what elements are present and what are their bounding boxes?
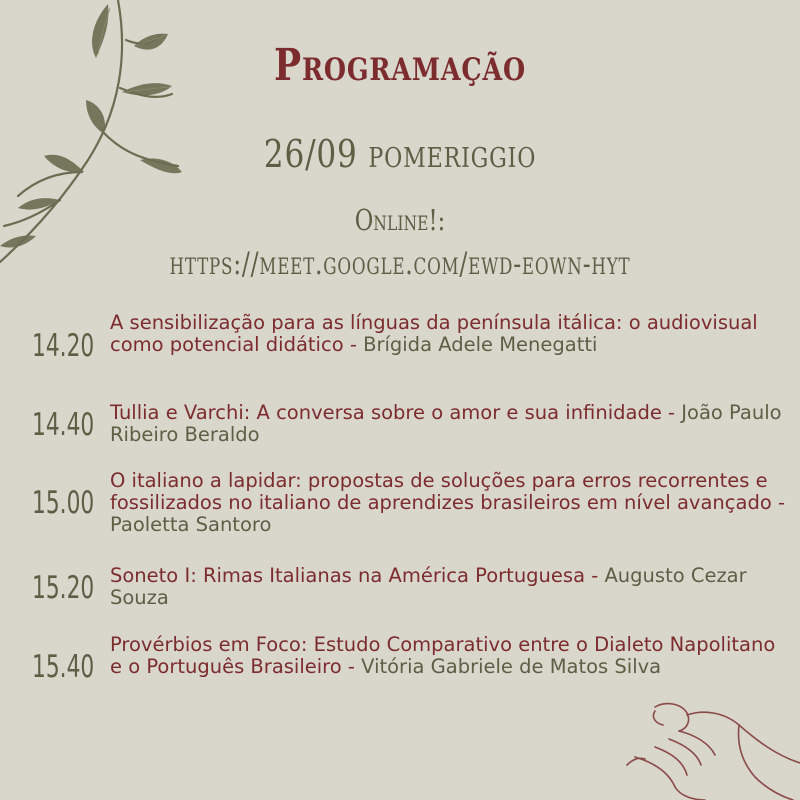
separator: -: [341, 655, 362, 678]
session-time: 15.40: [32, 649, 95, 685]
speaker-name: Paoletta Santoro: [110, 513, 272, 536]
talk-title: O italiano a lapidar: propostas de soluções para erros recorrentes e fossilizados no italiano de aprendizes brasileiros em nível avançado: [110, 469, 772, 514]
event-date: 26/09 pomeriggio: [263, 132, 537, 176]
talk-title: A sensibilização para as línguas da península itálica: o audiovisual como potencial didático: [110, 311, 758, 356]
meeting-link[interactable]: https://meet.google.com/ewd-eown-hyt: [169, 246, 631, 282]
session-time: 15.20: [32, 570, 95, 606]
meditation-hand-icon: [625, 695, 800, 800]
speaker-name: Vitória Gabriele de Matos Silva: [361, 655, 662, 678]
separator: -: [771, 491, 786, 514]
page-title: Programação: [274, 40, 526, 91]
separator: -: [343, 333, 364, 356]
separator: -: [661, 401, 682, 424]
session-description: [110, 634, 790, 678]
speaker-name: Brígida Adele Menegatti: [363, 333, 598, 356]
talk-title: Soneto I: Rimas Italianas na América Portuguesa: [110, 564, 586, 587]
session-description: [110, 402, 790, 446]
speaker-name: Augusto Cezar Souza: [110, 564, 747, 609]
talk-title: Tullia e Varchi: A conversa sobre o amor e sua infinidade: [110, 401, 662, 424]
session-time: 14.40: [32, 407, 95, 443]
speaker-name: João Paulo Ribeiro Beraldo: [110, 401, 782, 446]
talk-title: Provérbios em Foco: Estudo Comparativo entre o Dialeto Napolitano e o Português Brasileiro: [110, 633, 776, 678]
session-description: [110, 565, 790, 609]
online-label: Online!:: [354, 203, 446, 237]
session-description: [110, 312, 790, 356]
session-time: 15.00: [32, 485, 95, 521]
session-time: 14.20: [32, 328, 95, 364]
separator: -: [585, 564, 605, 587]
session-description: [110, 470, 790, 536]
